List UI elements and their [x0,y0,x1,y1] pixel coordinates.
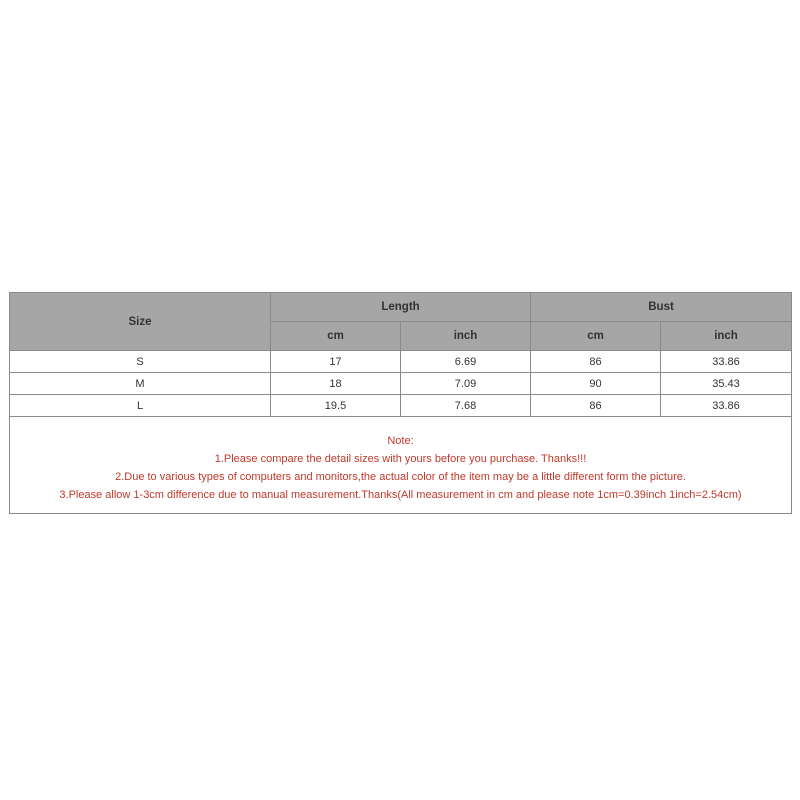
table-row [10,395,792,417]
bust-inch-cell: 35.43 [661,373,792,395]
notes-row [10,417,792,514]
length-header: Length [271,293,531,322]
note-line-2: 2.Due to various types of computers and monitors,the actual color of the item may be a little different form the picture. [115,471,686,483]
note-line-1: 1.Please compare the detail sizes with yours before you purchase. Thanks!!! [214,453,587,465]
notes-panel [10,417,792,514]
bust-cm-cell: 86 [531,351,661,373]
length-inch-header: inch [401,322,531,351]
size-chart-table [9,292,792,514]
bust-cm-cell: 86 [531,395,661,417]
length-cm-cell: 17 [271,351,401,373]
bust-inch-cell: 33.86 [661,351,792,373]
bust-inch-cell: 33.86 [661,395,792,417]
bust-cm-cell: 90 [531,373,661,395]
length-inch-cell: 7.68 [401,395,531,417]
length-inch-cell: 6.69 [401,351,531,373]
size-cell: S [10,351,271,373]
size-header: Size [10,293,271,351]
table-row [10,351,792,373]
length-inch-cell: 7.09 [401,373,531,395]
size-cell: L [10,395,271,417]
table-row [10,373,792,395]
notes-title: Note: [387,435,414,447]
bust-cm-header: cm [531,322,661,351]
header-row-primary [10,293,792,322]
length-cm-cell: 18 [271,373,401,395]
size-cell: M [10,373,271,395]
length-cm-cell: 19.5 [271,395,401,417]
note-line-3: 3.Please allow 1-3cm difference due to manual measurement.Thanks(All measurement in cm and please note 1cm=0.39inch 1inch=2.54cm) [59,489,742,501]
bust-header: Bust [531,293,792,322]
bust-inch-header: inch [661,322,792,351]
length-cm-header: cm [271,322,401,351]
